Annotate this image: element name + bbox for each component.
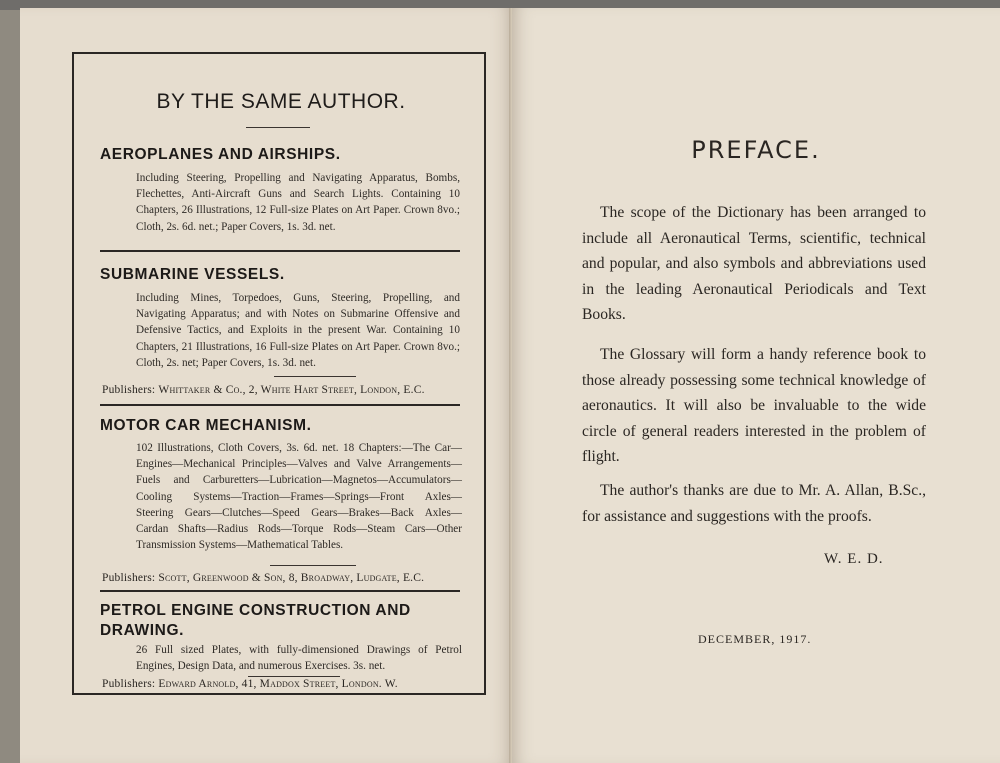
publisher-name: Edward Arnold, 41, Maddox Street, London. W. bbox=[158, 678, 398, 690]
preface-paragraph-3: The author's thanks are due to Mr. A. Allan, B.Sc., for assistance and suggestions with the proofs. bbox=[582, 482, 926, 525]
publisher-line-submarine bbox=[102, 384, 468, 396]
preface-date: DECEMBER, 1917. bbox=[698, 632, 812, 646]
book-description-submarine: Including Mines, Torpedoes, Guns, Steering, Propelling, and Navigating Apparatus; and with Notes on Submarine Offensive and Defensive Tactics, and Exploits in the present War. Containing 10 Chapters, 21 Illustrations, 16 Full-size Plates on Art Paper. Crown 8vo.; Cloth, 2s. net; Paper Covers, 1s. 3d. net. bbox=[136, 292, 460, 369]
section-divider bbox=[100, 250, 460, 252]
book-title-aeroplanes: AEROPLANES AND AIRSHIPS. bbox=[100, 146, 341, 163]
book-description-aeroplanes: Including Steering, Propelling and Navigating Apparatus, Bombs, Flechettes, Anti-Aircraft Guns and Search Lights. Containing 10 Chapters, 26 Illustrations, 12 Full-size Plates on Art Paper. Crown 8vo.; Cloth, 2s. 6d. net.; Paper Covers, 1s. 3d. net. bbox=[136, 172, 460, 233]
author-initials: W. E. D. bbox=[824, 551, 884, 567]
publisher-name: Scott, Greenwood & Son, 8, Broadway, Ludgate, E.C. bbox=[158, 572, 425, 584]
book-description-motor-car: 102 Illustrations, Cloth Covers, 3s. 6d. net. 18 Chapters:—The Car—Engines—Mechanical Principles—Valves and Valve Arrangements—Fuels and Carburetters—Lubrication—Magnetos—Accumulators—Cooling Systems—Traction—Frames—Springs—Front Axles—Steering Gears—Clutches—Speed Gears—Brakes—Back Axles—Cardan Shafts—Radius Rods—Torque Rods—Steam Cars—Other Transmission Systems—Mathematical Tables. bbox=[136, 442, 462, 552]
ad-heading: BY THE SAME AUTHOR. bbox=[156, 90, 406, 113]
publisher-label: Publishers: bbox=[102, 572, 156, 584]
book-title-petrol-engine: PETROL ENGINE CONSTRUCTION AND DRAWING. bbox=[100, 602, 411, 639]
publisher-rule bbox=[248, 676, 340, 677]
publisher-rule bbox=[270, 565, 356, 566]
publisher-name: Whittaker & Co., 2, White Hart Street, London, E.C. bbox=[158, 384, 425, 396]
publisher-line-petrol-engine bbox=[102, 678, 468, 690]
publisher-label: Publishers: bbox=[102, 384, 156, 396]
left-page bbox=[20, 8, 512, 763]
preface-paragraph-1: The scope of the Dictionary has been arranged to include all Aeronautical Terms, scientific, technical and popular, and also symbols and abbreviations used in the leading Aeronautical Periodicals and Text Books. bbox=[582, 204, 926, 323]
advertisement-box bbox=[72, 52, 486, 695]
heading-rule bbox=[246, 127, 310, 128]
right-page bbox=[512, 8, 1000, 763]
section-divider bbox=[100, 404, 460, 406]
publisher-label: Publishers: bbox=[102, 678, 156, 690]
publisher-line-motor-car bbox=[102, 572, 468, 584]
book-title-submarine: SUBMARINE VESSELS. bbox=[100, 266, 285, 283]
book-description-petrol-engine: 26 Full sized Plates, with fully-dimensioned Drawings of Petrol Engines, Design Data, and numerous Exercises. 3s. net. bbox=[136, 644, 462, 673]
book-title-motor-car: MOTOR CAR MECHANISM. bbox=[100, 417, 312, 434]
section-divider bbox=[100, 590, 460, 592]
preface-title: PREFACE. bbox=[691, 136, 821, 164]
publisher-rule bbox=[274, 376, 356, 377]
preface-paragraph-2: The Glossary will form a handy reference book to those already possessing some technical knowledge of aeronautics. It will also be invaluable to the wide circle of general readers interested in the problem of flight. bbox=[582, 346, 926, 465]
